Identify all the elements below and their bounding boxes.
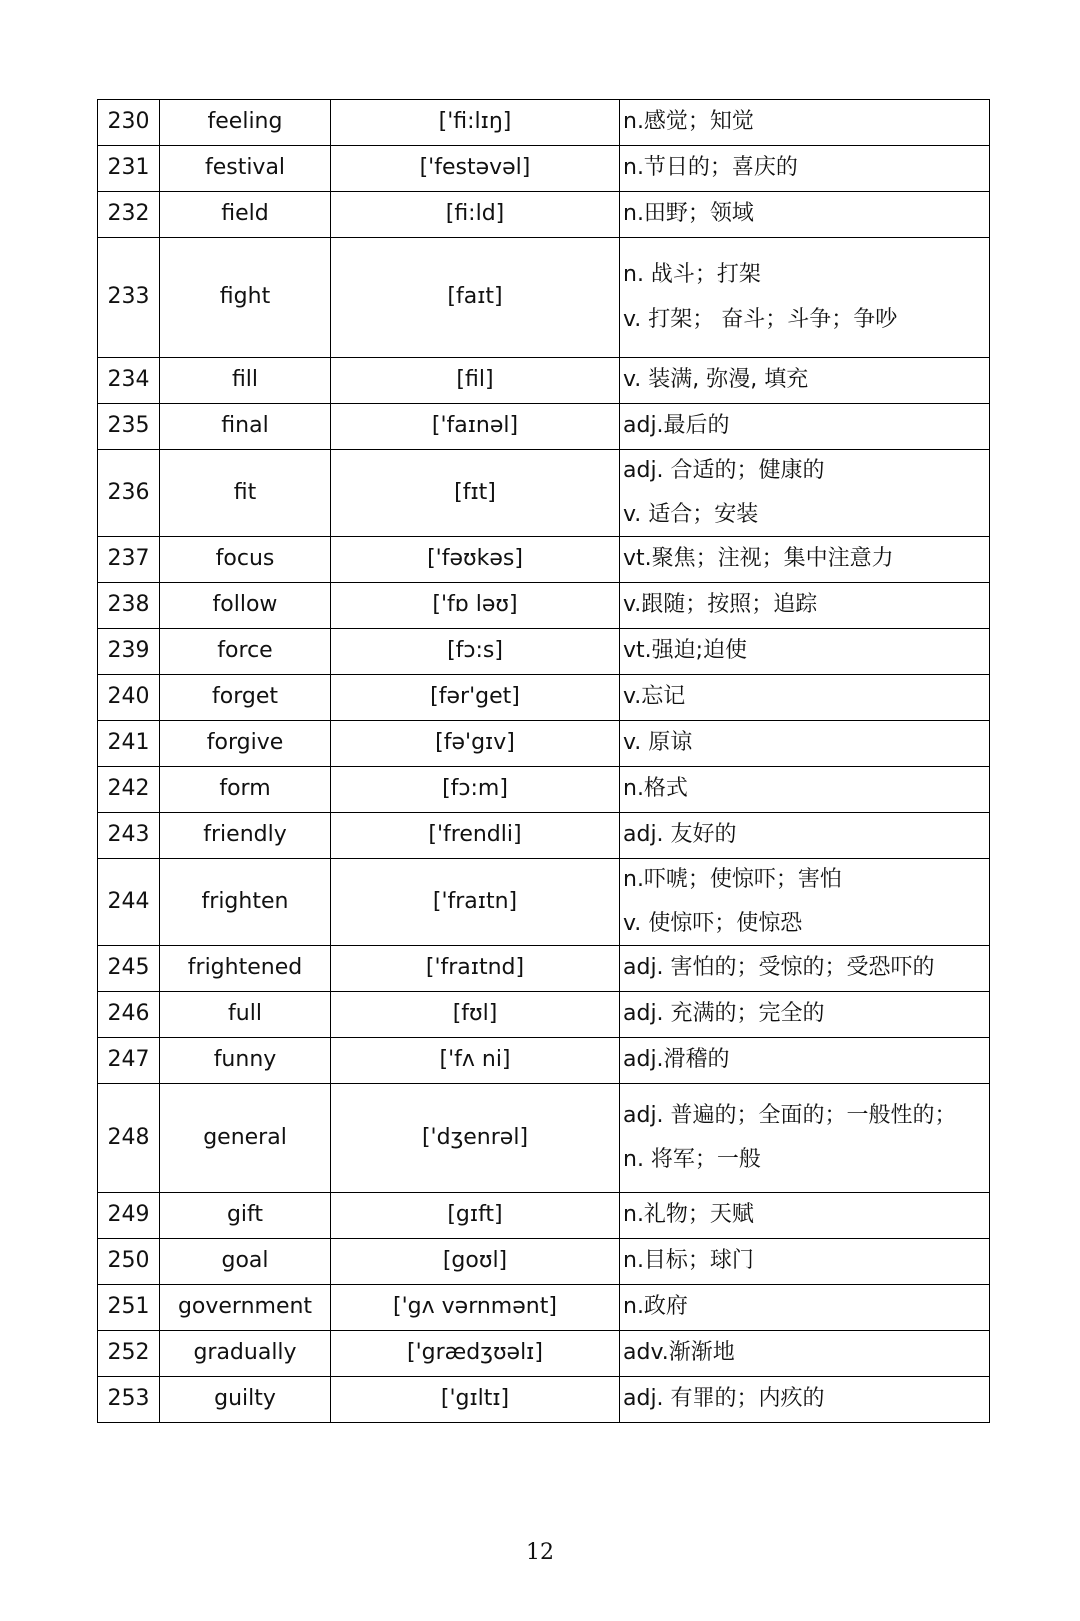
entry-number: 241	[98, 721, 160, 767]
table-row	[98, 537, 990, 583]
meaning-line: vt.聚焦；注视；集中注意力	[623, 546, 894, 572]
meaning-line: adv.渐渐地	[623, 1340, 735, 1366]
meaning-line: v. 使惊吓；使惊恐	[623, 911, 803, 936]
entry-pronunciation: [fə'gɪv]	[331, 721, 620, 767]
entry-meaning	[620, 537, 990, 583]
entry-word: focus	[160, 537, 331, 583]
entry-meaning	[620, 1038, 990, 1084]
entry-pronunciation: ['festəvəl]	[331, 146, 620, 192]
meaning-line: adj. 普遍的；全面的；一般性的；	[623, 1102, 957, 1128]
table-row	[98, 813, 990, 859]
entry-word: friendly	[160, 813, 331, 859]
entry-pronunciation: ['fi:lɪŋ]	[331, 100, 620, 146]
entry-meaning	[620, 1285, 990, 1331]
vocabulary-table	[97, 99, 990, 1423]
meaning-line: n.格式	[623, 776, 688, 802]
entry-word: full	[160, 992, 331, 1038]
entry-word: fill	[160, 358, 331, 404]
meaning-line: vt.强迫;迫使	[623, 638, 748, 664]
entry-number: 253	[98, 1377, 160, 1423]
table-row	[98, 1377, 990, 1423]
entry-number: 242	[98, 767, 160, 813]
entry-pronunciation: [fɔ:s]	[331, 629, 620, 675]
entry-pronunciation: [faɪt]	[331, 238, 620, 358]
entry-number: 235	[98, 404, 160, 450]
meaning-line: n.吓唬；使惊吓；害怕	[623, 866, 842, 892]
entry-word: gift	[160, 1193, 331, 1239]
meaning-line: v. 适合；安装	[623, 502, 759, 527]
meaning-line: n.节日的；喜庆的	[623, 155, 798, 181]
entry-pronunciation: [fi:ld]	[331, 192, 620, 238]
table-row	[98, 946, 990, 992]
entry-number: 243	[98, 813, 160, 859]
entry-pronunciation: ['grædʒʊəlɪ]	[331, 1331, 620, 1377]
table-row	[98, 238, 990, 358]
table-row	[98, 629, 990, 675]
entry-meaning	[620, 992, 990, 1038]
entry-pronunciation: ['faɪnəl]	[331, 404, 620, 450]
table-row	[98, 100, 990, 146]
meaning-line: n.礼物；天赋	[623, 1202, 754, 1228]
entry-pronunciation: ['fɒ ləʊ]	[331, 583, 620, 629]
table-row	[98, 1285, 990, 1331]
table-row	[98, 859, 990, 946]
entry-number: 249	[98, 1193, 160, 1239]
entry-meaning	[620, 1239, 990, 1285]
entry-meaning	[620, 813, 990, 859]
entry-meaning	[620, 946, 990, 992]
entry-pronunciation: [goʊl]	[331, 1239, 620, 1285]
entry-number: 240	[98, 675, 160, 721]
entry-number: 230	[98, 100, 160, 146]
entry-meaning	[620, 450, 990, 537]
entry-meaning	[620, 1193, 990, 1239]
meaning-line: n.田野；领域	[623, 201, 754, 227]
meaning-line: n.目标；球门	[623, 1248, 754, 1274]
entry-pronunciation: [fɔ:m]	[331, 767, 620, 813]
entry-word: festival	[160, 146, 331, 192]
meaning-line: n.政府	[623, 1294, 688, 1320]
entry-pronunciation: ['dʒenrəl]	[331, 1084, 620, 1193]
entry-meaning	[620, 1084, 990, 1193]
entry-word: frightened	[160, 946, 331, 992]
entry-word: gradually	[160, 1331, 331, 1377]
entry-number: 247	[98, 1038, 160, 1084]
entry-meaning	[620, 583, 990, 629]
entry-pronunciation: ['fəʊkəs]	[331, 537, 620, 583]
meaning-line: adj. 害怕的；受惊的；受恐吓的	[623, 955, 935, 981]
entry-number: 250	[98, 1239, 160, 1285]
table-row	[98, 358, 990, 404]
entry-number: 234	[98, 358, 160, 404]
entry-meaning	[620, 1377, 990, 1423]
entry-meaning	[620, 238, 990, 358]
table-row	[98, 1193, 990, 1239]
entry-pronunciation: ['gɪltɪ]	[331, 1377, 620, 1423]
entry-meaning	[620, 721, 990, 767]
meaning-line: n.感觉；知觉	[623, 109, 754, 135]
entry-meaning	[620, 629, 990, 675]
entry-number: 237	[98, 537, 160, 583]
entry-word: frighten	[160, 859, 331, 946]
entry-pronunciation: ['fraɪtn]	[331, 859, 620, 946]
entry-pronunciation: ['frendli]	[331, 813, 620, 859]
entry-number: 248	[98, 1084, 160, 1193]
entry-meaning	[620, 404, 990, 450]
entry-word: funny	[160, 1038, 331, 1084]
entry-word: forget	[160, 675, 331, 721]
entry-number: 239	[98, 629, 160, 675]
entry-word: general	[160, 1084, 331, 1193]
entry-number: 231	[98, 146, 160, 192]
entry-number: 233	[98, 238, 160, 358]
table-row	[98, 675, 990, 721]
table-row	[98, 1331, 990, 1377]
entry-word: guilty	[160, 1377, 331, 1423]
entry-number: 251	[98, 1285, 160, 1331]
meaning-line: adj.最后的	[623, 413, 730, 439]
entry-meaning	[620, 859, 990, 946]
meaning-line: adj. 充满的；完全的	[623, 1001, 825, 1027]
meaning-line: adj.滑稽的	[623, 1047, 730, 1073]
entry-number: 246	[98, 992, 160, 1038]
meaning-line: n. 战斗；打架	[623, 262, 761, 288]
entry-meaning	[620, 192, 990, 238]
meaning-line: v.跟随；按照；追踪	[623, 592, 818, 618]
entry-number: 232	[98, 192, 160, 238]
meaning-line: v. 原谅	[623, 730, 693, 756]
entry-pronunciation: [fil]	[331, 358, 620, 404]
entry-pronunciation: ['gʌ vərnmənt]	[331, 1285, 620, 1331]
page-number: 12	[526, 1540, 554, 1565]
table-row	[98, 583, 990, 629]
entry-pronunciation: ['fʌ ni]	[331, 1038, 620, 1084]
entry-word: forgive	[160, 721, 331, 767]
entry-meaning	[620, 146, 990, 192]
entry-number: 244	[98, 859, 160, 946]
entry-pronunciation: [fʊl]	[331, 992, 620, 1038]
entry-meaning	[620, 1331, 990, 1377]
entry-meaning	[620, 767, 990, 813]
table-row	[98, 404, 990, 450]
meaning-line: n. 将军；一般	[623, 1147, 761, 1172]
meaning-line: adj. 友好的	[623, 822, 737, 848]
table-row	[98, 1239, 990, 1285]
entry-pronunciation: ['fraɪtnd]	[331, 946, 620, 992]
entry-pronunciation: [gɪft]	[331, 1193, 620, 1239]
entry-meaning	[620, 358, 990, 404]
entry-word: feeling	[160, 100, 331, 146]
table-row	[98, 450, 990, 537]
entry-meaning	[620, 675, 990, 721]
table-row	[98, 992, 990, 1038]
meaning-line: adj. 有罪的；内疚的	[623, 1386, 825, 1412]
entry-number: 252	[98, 1331, 160, 1377]
table-row	[98, 146, 990, 192]
meaning-line: v. 装满, 弥漫, 填充	[623, 367, 809, 393]
entry-word: follow	[160, 583, 331, 629]
meaning-line: v. 打架； 奋斗；斗争；争吵	[623, 306, 898, 332]
entry-number: 238	[98, 583, 160, 629]
entry-number: 245	[98, 946, 160, 992]
entry-pronunciation: [fɪt]	[331, 450, 620, 537]
entry-word: fight	[160, 238, 331, 358]
entry-word: government	[160, 1285, 331, 1331]
entry-word: goal	[160, 1239, 331, 1285]
entry-word: final	[160, 404, 331, 450]
entry-meaning	[620, 100, 990, 146]
table-row	[98, 1038, 990, 1084]
table-row	[98, 767, 990, 813]
table-row	[98, 1084, 990, 1193]
meaning-line: v.忘记	[623, 684, 686, 710]
vocabulary-table-body	[98, 100, 990, 1423]
table-row	[98, 192, 990, 238]
table-row	[98, 721, 990, 767]
entry-word: form	[160, 767, 331, 813]
entry-word: field	[160, 192, 331, 238]
entry-word: fit	[160, 450, 331, 537]
entry-pronunciation: [fər'get]	[331, 675, 620, 721]
entry-word: force	[160, 629, 331, 675]
entry-number: 236	[98, 450, 160, 537]
meaning-line: adj. 合适的；健康的	[623, 457, 825, 483]
